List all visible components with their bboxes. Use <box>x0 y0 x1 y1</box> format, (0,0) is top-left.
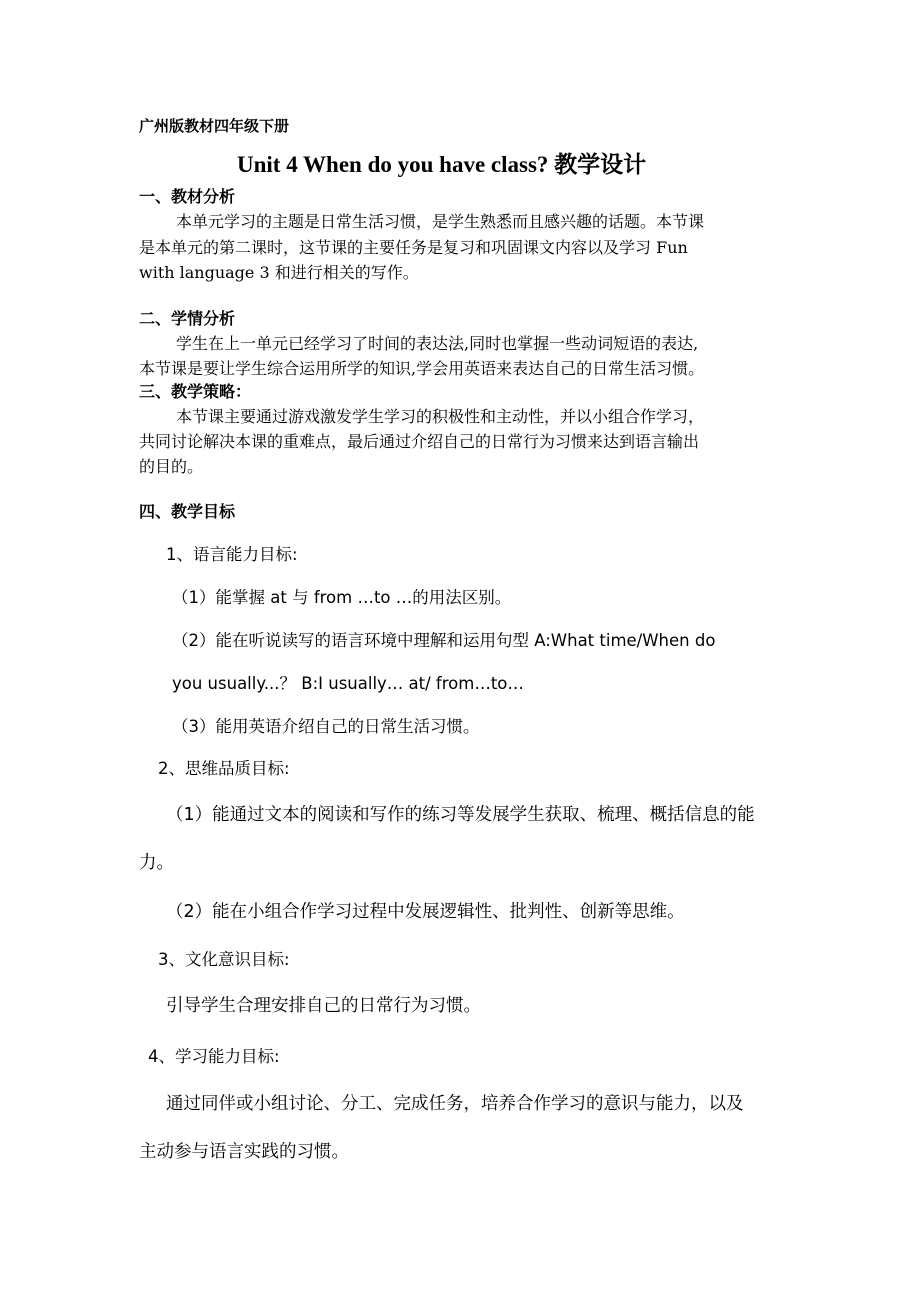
page-title: Unit 4 When do you have class? 教学设计 <box>237 152 647 177</box>
section-heading-textbook-analysis: 一、教材分析 <box>139 187 236 206</box>
textbook-label: 广州版教材四年级下册 <box>139 117 290 135</box>
goal-item: （1）能掌握 at 与 from …to …的用法区别。 <box>172 588 512 607</box>
goal-item: （2）能在听说读写的语言环境中理解和运用句型 A:What time/When do <box>172 631 716 650</box>
paragraph-line: 本节课主要通过游戏激发学生学习的积极性和主动性，并以小组合作学习， <box>176 407 705 426</box>
paragraph-line: 的目的。 <box>139 457 204 476</box>
goal-item: 引导学生合理安排自己的日常行为习惯。 <box>166 996 481 1016</box>
goal-item: （2）能在小组合作学习过程中发展逻辑性、批判性、创新等思维。 <box>166 902 685 922</box>
goal-title-culture: 3、文化意识目标: <box>158 950 290 969</box>
paragraph-line: 共同讨论解决本课的重难点，最后通过介绍自己的日常行为习惯来达到语言输出 <box>139 432 700 451</box>
section-heading-student-analysis: 二、学情分析 <box>139 309 236 328</box>
goal-title-thinking: 2、思维品质目标: <box>158 759 290 778</box>
section-heading-teaching-goals: 四、教学目标 <box>139 502 236 521</box>
goal-item: 主动参与语言实践的习惯。 <box>139 1142 349 1162</box>
paragraph-line: 本节课是要让学生综合运用所学的知识,学会用英语来表达自己的日常生活习惯。 <box>139 359 705 378</box>
paragraph-line: 是本单元的第二课时，这节课的主要任务是复习和巩固课文内容以及学习 Fun <box>139 238 688 257</box>
goal-item: （1）能通过文本的阅读和写作的练习等发展学生获取、梳理、概括信息的能 <box>166 805 755 825</box>
paragraph-line: with language 3 和进行相关的写作。 <box>139 263 419 282</box>
paragraph-line: 本单元学习的主题是日常生活习惯，是学生熟悉而且感兴趣的话题。本节课 <box>176 212 705 231</box>
goal-item: 力。 <box>139 853 174 873</box>
goal-title-language: 1、语言能力目标: <box>166 545 298 564</box>
section-heading-teaching-strategy: 三、教学策略： <box>139 382 252 401</box>
goal-item: you usually...？ B:I usually… at/ from…to… <box>172 674 524 693</box>
goal-item: 通过同伴或小组讨论、分工、完成任务，培养合作学习的意识与能力，以及 <box>166 1094 744 1114</box>
goal-title-learning: 4、学习能力目标: <box>148 1047 280 1066</box>
paragraph-line: 学生在上一单元已经学习了时间的表达法,同时也掌握一些动词短语的表达, <box>176 334 699 353</box>
goal-item: （3）能用英语介绍自己的日常生活习惯。 <box>172 717 480 736</box>
